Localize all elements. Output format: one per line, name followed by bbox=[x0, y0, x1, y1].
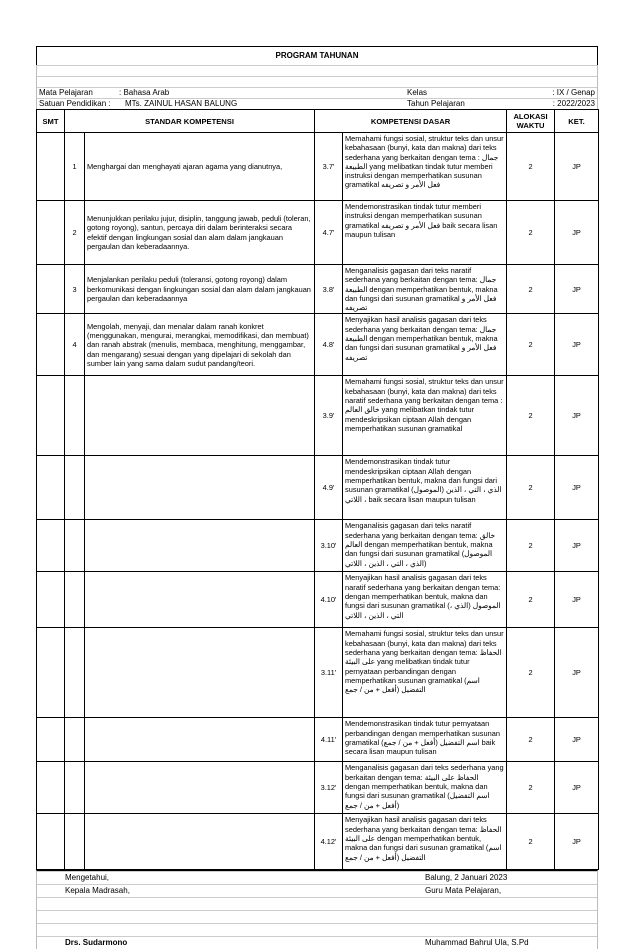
table-row bbox=[37, 520, 599, 572]
smt-cell bbox=[37, 456, 65, 520]
kompetensi-dasar-cell: Mendemonstrasikan tindak tutur memberi instruksi dengan memperhatikan susunan gramatikal فعل الأمر و تصريفه baik secara lisan maupun tulisan bbox=[343, 201, 507, 265]
smt-cell bbox=[37, 628, 65, 718]
smt-cell bbox=[37, 762, 65, 814]
ket-cell: JP bbox=[555, 520, 599, 572]
smt-cell bbox=[37, 376, 65, 456]
row-number bbox=[65, 376, 85, 456]
kompetensi-dasar-cell: Menyajikan hasil analisis gagasan dari teks sederhana yang berkaitan dengan tema: الحفاظ على البيئة dengan memperhatikan bentuk, makna dan fungsi dari susunan gramatikal (اسم التفضيل (أفعل + من / جمع bbox=[343, 814, 507, 870]
tahun-label: Tahun Pelajaran bbox=[407, 99, 465, 108]
alokasi-waktu-cell: 2 bbox=[507, 314, 555, 376]
signature-space bbox=[37, 897, 597, 910]
smt-cell bbox=[37, 133, 65, 201]
table-row bbox=[37, 762, 599, 814]
ket-cell: JP bbox=[555, 133, 599, 201]
kd-number: 3.12' bbox=[315, 762, 343, 814]
alokasi-waktu-cell: 2 bbox=[507, 376, 555, 456]
kepala-name: Drs. Sudarmono bbox=[65, 938, 128, 948]
alokasi-waktu-cell: 2 bbox=[507, 520, 555, 572]
row-number: 3 bbox=[65, 265, 85, 314]
row-number bbox=[65, 718, 85, 762]
alokasi-waktu-cell: 2 bbox=[507, 456, 555, 520]
alokasi-waktu-cell: 2 bbox=[507, 628, 555, 718]
guru-name: Muhammad Bahrul Ula, S.Pd bbox=[425, 938, 529, 948]
kompetensi-dasar-cell: Mendemonstrasikan tindak tutur pernyataan perbandingan dengan memperhatikan susunan gramatikal اسم التفضيل (أفعل + من / جمع) baik secara lisan maupun tulisan bbox=[343, 718, 507, 762]
mapel-value: : Bahasa Arab bbox=[119, 88, 170, 97]
guru-title: Guru Mata Pelajaran, bbox=[425, 886, 502, 896]
row-number bbox=[65, 762, 85, 814]
standar-kompetensi-cell bbox=[85, 762, 315, 814]
standar-kompetensi-cell: Menjalankan perilaku peduli (toleransi, gotong royong) dalam berkomunikasi dengan lingkungan sosial dan alam dalam jangkauan pergaulan dan keberadaannya bbox=[85, 265, 315, 314]
kompetensi-dasar-cell: Memahami fungsi sosial, struktur teks dan unsur kebahasaan (bunyi, kata dan makna) dari teks sederhana yang berkaitan dengan tema: الحفاظ على البيئة yang melibatkan tindak tutur pernyataan perbandingan dengan memperhatikan susunan gramatikal (اسم التفضيل (أفعل + من / جمع bbox=[343, 628, 507, 718]
alokasi-waktu-cell: 2 bbox=[507, 265, 555, 314]
row-number: 2 bbox=[65, 201, 85, 265]
header-kompetensi-dasar: KOMPETENSI DASAR bbox=[315, 110, 507, 133]
table-row bbox=[37, 572, 599, 628]
kompetensi-dasar-cell: Memahami fungsi sosial, struktur teks dan unsur kebahasaan (bunyi, kata dan makna) dari teks naratif sederhana yang berkaitan dengan tema : خالق العالم yang melibatkan tindak tutur mendeskripsikan ciptaan Allah dengan memperhatikan susunan gramatikal bbox=[343, 376, 507, 456]
info-row-satuan bbox=[37, 98, 597, 109]
header-ket: KET. bbox=[555, 110, 599, 133]
ket-cell: JP bbox=[555, 762, 599, 814]
place-date-text: Balung, 2 Januari 2023 bbox=[425, 873, 508, 883]
header-area bbox=[36, 65, 598, 109]
footer-row bbox=[37, 884, 597, 897]
standar-kompetensi-cell bbox=[85, 572, 315, 628]
kd-number: 3.8' bbox=[315, 265, 343, 314]
alokasi-waktu-cell: 2 bbox=[507, 718, 555, 762]
table-body bbox=[37, 133, 599, 870]
standar-kompetensi-cell bbox=[85, 814, 315, 870]
kd-number: 4.7' bbox=[315, 201, 343, 265]
alokasi-waktu-cell: 2 bbox=[507, 201, 555, 265]
program-table bbox=[36, 109, 599, 870]
table-header-row bbox=[37, 110, 599, 133]
kompetensi-dasar-cell: Memahami fungsi sosial, struktur teks dan unsur kebahasaan (bunyi, kata dan makna) dari teks sederhana yang berkaitan dengan tema : جمال الطبيعة yang melibatkan tindak tutur memberi instruksi dengan memperhatikan susunan gramatikal فعل الأمر و تصريفه bbox=[343, 133, 507, 201]
signature-space bbox=[37, 910, 597, 923]
kepala-title: Kepala Madrasah, bbox=[65, 886, 130, 896]
signature-space bbox=[37, 923, 597, 936]
standar-kompetensi-cell bbox=[85, 628, 315, 718]
ket-cell: JP bbox=[555, 265, 599, 314]
ket-cell: JP bbox=[555, 814, 599, 870]
kompetensi-dasar-cell: Menganalisis gagasan dari teks naratif sederhana yang berkaitan dengan tema: جمال الطبيعة dengan memperhatikan bentuk, makna dan fungsi dari susunan gramatikal فعل الأمر و تصريفه bbox=[343, 265, 507, 314]
ket-cell: JP bbox=[555, 314, 599, 376]
smt-cell bbox=[37, 520, 65, 572]
kompetensi-dasar-cell: Menganalisis gagasan dari teks naratif sederhana yang berkaitan dengan tema: خالق العالم dengan memperhatikan bentuk, makna dan fungsi dari susunan gramatikal (الموصول (الذي ، التي ، الذين ، اللاتي bbox=[343, 520, 507, 572]
row-number bbox=[65, 628, 85, 718]
ket-cell: JP bbox=[555, 456, 599, 520]
kompetensi-dasar-cell: Menyajikan hasil analisis gagasan dari teks naratif sederhana yang berkaitan dengan tema: dengan memperhatikan bentuk, makna dan fungsi dari susunan gramatikal (الموصول (الذي ، التي ، الذين ، اللاتي bbox=[343, 572, 507, 628]
table-row bbox=[37, 201, 599, 265]
mengetahui-text: Mengetahui, bbox=[65, 873, 110, 883]
kd-number: 3.9' bbox=[315, 376, 343, 456]
kompetensi-dasar-cell: Menganalisis gagasan dari teks sederhana yang berkaitan dengan tema: الحفاظ على البيئة dengan memperhatikan bentuk, makna dan fungsi dari susunan gramatikal (اسم التفضيل (أفعل + من / جمع bbox=[343, 762, 507, 814]
kelas-value: : IX / Genap bbox=[552, 88, 595, 97]
table-row bbox=[37, 133, 599, 201]
smt-cell bbox=[37, 572, 65, 628]
kd-number: 4.8' bbox=[315, 314, 343, 376]
signature-area bbox=[36, 870, 598, 949]
standar-kompetensi-cell bbox=[85, 376, 315, 456]
kd-number: 4.12' bbox=[315, 814, 343, 870]
standar-kompetensi-cell bbox=[85, 718, 315, 762]
row-number bbox=[65, 814, 85, 870]
footer-row bbox=[37, 871, 597, 884]
row-number bbox=[65, 456, 85, 520]
row-number bbox=[65, 572, 85, 628]
tahun-value: : 2022/2023 bbox=[552, 99, 595, 108]
table-row bbox=[37, 456, 599, 520]
ket-cell: JP bbox=[555, 201, 599, 265]
table-row bbox=[37, 628, 599, 718]
footer-names-row bbox=[37, 936, 597, 949]
header-standar-kompetensi: STANDAR KOMPETENSI bbox=[65, 110, 315, 133]
row-number: 1 bbox=[65, 133, 85, 201]
standar-kompetensi-cell bbox=[85, 456, 315, 520]
kd-number: 4.9' bbox=[315, 456, 343, 520]
table-row bbox=[37, 314, 599, 376]
info-row-mapel bbox=[37, 87, 597, 98]
standar-kompetensi-cell: Menghargai dan menghayati ajaran agama yang dianutnya, bbox=[85, 133, 315, 201]
satuan-label: Satuan Pendidikan : bbox=[39, 99, 111, 108]
kd-number: 3.7' bbox=[315, 133, 343, 201]
table-row bbox=[37, 376, 599, 456]
kd-number: 3.10' bbox=[315, 520, 343, 572]
alokasi-waktu-cell: 2 bbox=[507, 133, 555, 201]
kelas-label: Kelas bbox=[407, 88, 428, 97]
ket-cell: JP bbox=[555, 376, 599, 456]
standar-kompetensi-cell bbox=[85, 520, 315, 572]
ket-cell: JP bbox=[555, 718, 599, 762]
table-row bbox=[37, 718, 599, 762]
smt-cell bbox=[37, 201, 65, 265]
kd-number: 3.11' bbox=[315, 628, 343, 718]
standar-kompetensi-cell: Mengolah, menyaji, dan menalar dalam ranah konkret (menggunakan, mengurai, merangkai, memodifikasi, dan membuat) dan ranah abstrak (menulis, membaca, menghitung, menggambar, dan mengarang) sesuai dengan yang dipelajari di sekolah dan sumber lain yang sama dalam sudut pandang/teori. bbox=[85, 314, 315, 376]
alokasi-waktu-cell: 2 bbox=[507, 814, 555, 870]
kompetensi-dasar-cell: Menyajikan hasil analisis gagasan dari teks sederhana yang berkaitan dengan tema: جمال الطبيعة dengan memperhatikan bentuk, makna dan fungsi dari susunan gramatikal فعل الأمر و تصريفه bbox=[343, 314, 507, 376]
smt-cell bbox=[37, 314, 65, 376]
page-title: PROGRAM TAHUNAN bbox=[36, 46, 598, 65]
alokasi-waktu-cell: 2 bbox=[507, 572, 555, 628]
ket-cell: JP bbox=[555, 572, 599, 628]
kompetensi-dasar-cell: Mendemonstrasikan tindak tutur mendeskripsikan ciptaan Allah dengan memperhatikan bentuk, makna dan fungsi dari susunan gramatikal (الموصول) الذي ، التي ، الذين ، اللاتي baik secara lisan maupun tulisan bbox=[343, 456, 507, 520]
satuan-value: MTs. ZAINUL HASAN BALUNG bbox=[125, 99, 238, 108]
program-tahunan-sheet bbox=[36, 46, 598, 949]
kd-number: 4.11' bbox=[315, 718, 343, 762]
spacer-row bbox=[37, 65, 597, 76]
header-smt: SMT bbox=[37, 110, 65, 133]
header-alokasi-waktu: ALOKASI WAKTU bbox=[507, 110, 555, 133]
ket-cell: JP bbox=[555, 628, 599, 718]
kd-number: 4.10' bbox=[315, 572, 343, 628]
spacer-row bbox=[37, 76, 597, 87]
table-row bbox=[37, 814, 599, 870]
smt-cell bbox=[37, 718, 65, 762]
smt-cell bbox=[37, 265, 65, 314]
alokasi-waktu-cell: 2 bbox=[507, 762, 555, 814]
standar-kompetensi-cell: Menunjukkan perilaku jujur, disiplin, tanggung jawab, peduli (toleran, gotong royong), santun, percaya diri dalam berinteraksi secara efektif dengan lingkungan sosial dan alam dalam jangkauan pergaulan dan keberadaannya. bbox=[85, 201, 315, 265]
table-row bbox=[37, 265, 599, 314]
row-number bbox=[65, 520, 85, 572]
mapel-label: Mata Pelajaran bbox=[39, 88, 93, 97]
smt-cell bbox=[37, 814, 65, 870]
row-number: 4 bbox=[65, 314, 85, 376]
